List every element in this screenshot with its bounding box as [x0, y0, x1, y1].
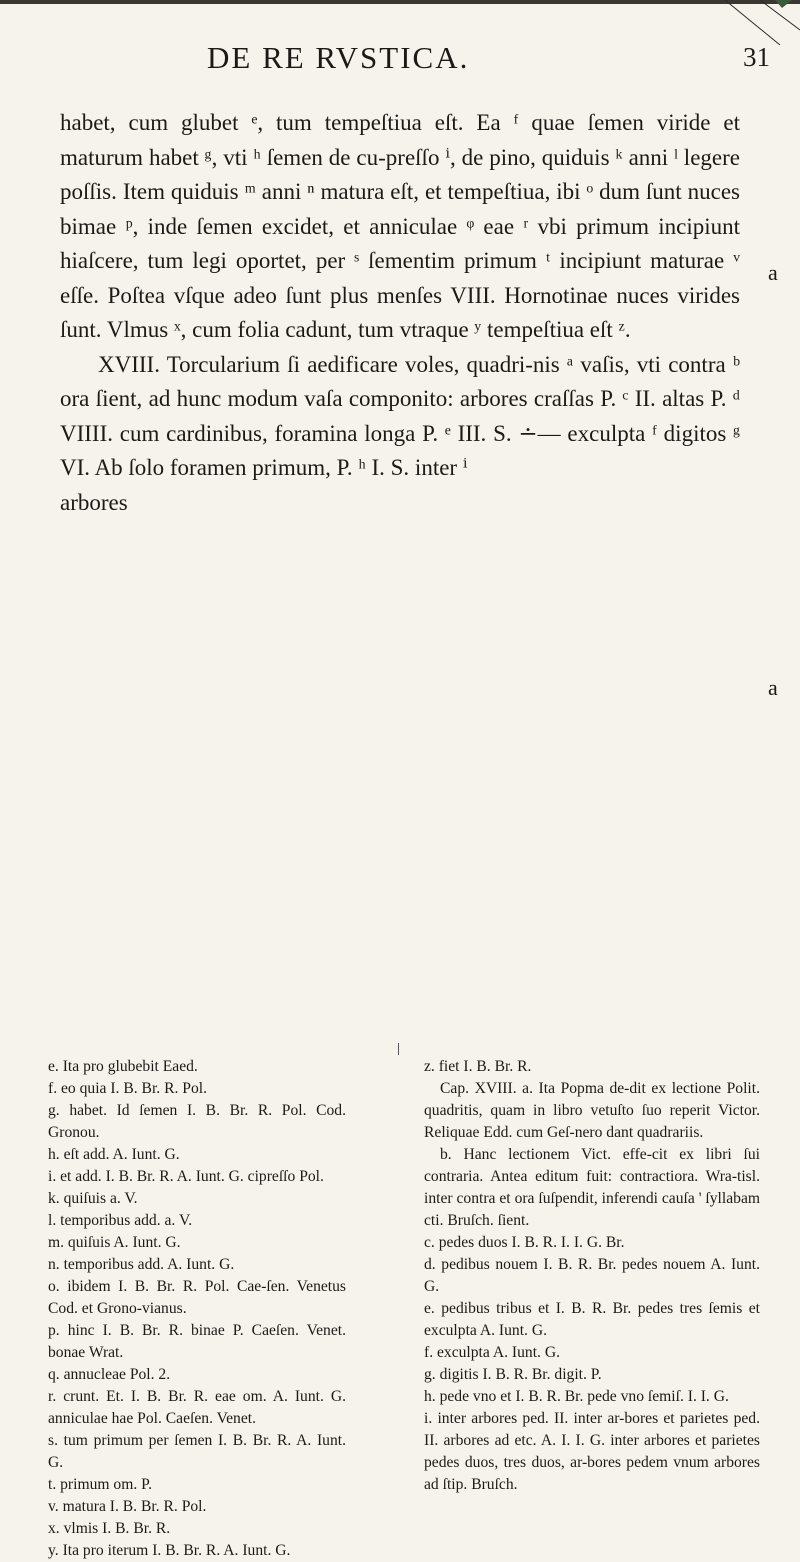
catchword: arbores — [60, 489, 128, 515]
footnote: o. ibidem I. B. Br. R. Pol. Cae-ſen. Venetus Cod. et Grono-vianus. — [48, 1278, 346, 1317]
footnote: t. primum om. P. — [48, 1476, 152, 1493]
footnote: h. eſt add. A. Iunt. G. — [48, 1146, 180, 1163]
footnote: l. temporibus add. a. V. — [48, 1212, 193, 1229]
footnote: g. digitis I. B. R. Br. digit. P. — [424, 1366, 602, 1383]
running-title: DE RE RVSTICA. — [207, 40, 470, 75]
page-number: 31 — [743, 42, 770, 72]
footnote: h. pede vno et I. B. R. Br. pede vno ſemiſ. I. I. G. — [424, 1388, 729, 1405]
footnote: r. crunt. Et. I. B. Br. R. eae om. A. Iunt. G. anniculae hae Pol. Caeſen. Venet. — [48, 1388, 346, 1427]
footnotes-right-column — [424, 1056, 760, 1496]
footnotes-left-column — [48, 1056, 346, 1562]
top-rule — [0, 0, 800, 4]
footnote: y. Ita pro iterum I. B. Br. R. A. Iunt. G. — [48, 1542, 291, 1559]
main-text — [60, 106, 740, 520]
paragraph-1: habet, cum glubet ᵉ, tum tempeſtiua eſt. Ea ᶠ quae ſemen viride et maturum habet ᵍ, vti ʰ ſemen de cu-preſſo ⁱ, de pino, quiduis ᵏ anni ˡ legere poſſis. Item quiduis ᵐ anni ⁿ matura eſt, et tempeſtiua, ibi ᵒ dum ſunt nuces bimae ᵖ, inde ſemen excidet, et anniculae ᵠ eae ʳ vbi primum incipiunt hiaſcere, tum legi oportet, per ˢ ſementim primum ᵗ incipiunt maturae ᵛ eſſe. Poſtea vſque adeo ſunt plus menſes VIII. Hornotinae nuces virides ſunt. Vlmus ˣ, cum folia cadunt, tum vtraque ʸ tempeſtiua eſt ᶻ. — [60, 110, 740, 342]
margin-mark: a — [768, 260, 778, 285]
footnote: i. et add. I. B. Br. R. A. Iunt. G. cipreſſo Pol. — [48, 1168, 324, 1185]
footnote: k. quiſuis a. V. — [48, 1190, 138, 1207]
footnote: i. inter arbores ped. II. inter ar-bores et parietes ped. II. arbores ad etc. A. I. I. G. inter arbores et parietes pedes duos, tres duos, ar-bores pedem vnum arbores ad ſtip. Bruſch. — [424, 1410, 760, 1493]
footnote: v. matura I. B. Br. R. Pol. — [48, 1498, 207, 1515]
footnote: c. pedes duos I. B. R. I. I. G. Br. — [424, 1234, 625, 1251]
footnote: m. quiſuis A. Iunt. G. — [48, 1234, 181, 1251]
footnote: g. habet. Id ſemen I. B. Br. R. Pol. Cod. Gronou. — [48, 1102, 346, 1141]
footnote: e. pedibus tribus et I. B. R. Br. pedes tres ſemis et exculpta A. Iunt. G. — [424, 1300, 760, 1339]
footnote: Cap. XVIII. a. Ita Popma de-dit ex lectione Polit. quadritis, quam in libro vetuſto ſuo reperit Victor. Reliquae Edd. cum Geſ-nero dant quadrariis. — [424, 1080, 760, 1141]
footnote: f. eo quia I. B. Br. R. Pol. — [48, 1080, 207, 1097]
footnote: s. tum primum per ſemen I. B. Br. R. A. Iunt. G. — [48, 1432, 346, 1471]
notes-divider — [398, 1043, 399, 1055]
footnote: n. temporibus add. A. Iunt. G. — [48, 1256, 235, 1273]
footnote: q. annucleae Pol. 2. — [48, 1366, 171, 1383]
paragraph-2: XVIII. Torcularium ſi aedificare voles, quadri-nis ᵃ vaſis, vti contra ᵇ ora ſient, ad hunc modum vaſa componito: arbores craſſas P. ᶜ II. altas P. ᵈ VIIII. cum cardinibus, foramina longa P. ᵉ III. S. ∸— exculpta ᶠ digitos ᵍ VI. Ab ſolo foramen primum, P. ʰ I. S. inter ⁱ — [60, 351, 740, 480]
page-corner-fold — [720, 0, 800, 45]
footnote: e. Ita pro glubebit Eaed. — [48, 1058, 198, 1075]
footnote: b. Hanc lectionem Vict. effe-cit ex libri ſui contraria. Antea editum fuit: contractiora. Wra-tisl. inter contra et ora ſuſpendit, inferendi cauſa ' ſyllabam cti. Bruſch. ſient. — [424, 1146, 760, 1229]
running-header — [0, 40, 800, 80]
footnote: d. pedibus nouem I. B. R. Br. pedes nouem A. Iunt. G. — [424, 1256, 760, 1295]
footnote: p. hinc I. B. Br. R. binae P. Caeſen. Venet. bonae Wrat. — [48, 1322, 346, 1361]
footnote: x. vlmis I. B. Br. R. — [48, 1520, 171, 1537]
margin-mark: a — [768, 675, 778, 700]
footnote: z. fiet I. B. Br. R. — [424, 1058, 532, 1075]
footnote: f. exculpta A. Iunt. G. — [424, 1344, 560, 1361]
